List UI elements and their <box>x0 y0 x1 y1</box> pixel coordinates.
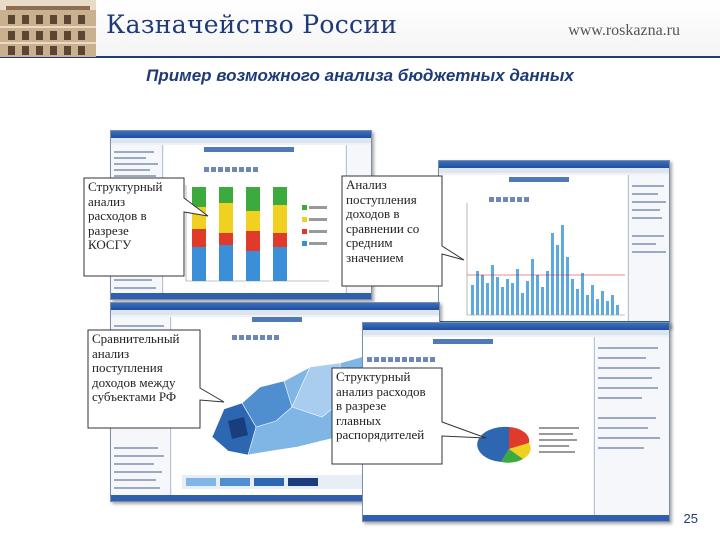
revenue-histogram <box>439 175 629 325</box>
window-content <box>439 175 627 321</box>
page-number: 25 <box>683 511 698 526</box>
window-menu-bar <box>111 138 371 143</box>
window-taskbar <box>111 293 371 299</box>
window-title-bar <box>363 323 669 330</box>
window-menu-bar <box>439 168 669 173</box>
slide-title: Пример возможного анализа бюджетных данных <box>146 66 574 85</box>
window-taskbar <box>363 515 669 521</box>
window-menu-bar <box>111 310 439 315</box>
screenshot-revenue-analysis <box>438 160 670 328</box>
callout-text: Анализ поступления доходов в сравнении со средним значением <box>346 177 420 265</box>
window-title-bar <box>111 131 371 138</box>
window-title-bar <box>111 303 439 310</box>
callout-regions-comparison <box>86 328 226 432</box>
window-title-bar <box>439 161 669 168</box>
window-menu-bar <box>363 330 669 335</box>
treasury-building-logo <box>0 0 96 57</box>
callout-expenses-main-managers <box>330 366 490 470</box>
callout-text: Сравнительный анализ поступления доходов между субъектами РФ <box>92 331 180 404</box>
callout-expenses-kosgu <box>82 176 212 286</box>
callout-text: Структурный анализ расходов в разрезе КОСГУ <box>88 179 163 252</box>
callout-text: Структурный анализ расходов в разрезе главных распорядителей <box>336 369 426 442</box>
slide-header <box>0 0 720 58</box>
organization-website: www.roskazna.ru <box>568 22 680 39</box>
organization-name: Казначейство России <box>106 10 398 39</box>
callout-revenue-average <box>340 174 466 290</box>
